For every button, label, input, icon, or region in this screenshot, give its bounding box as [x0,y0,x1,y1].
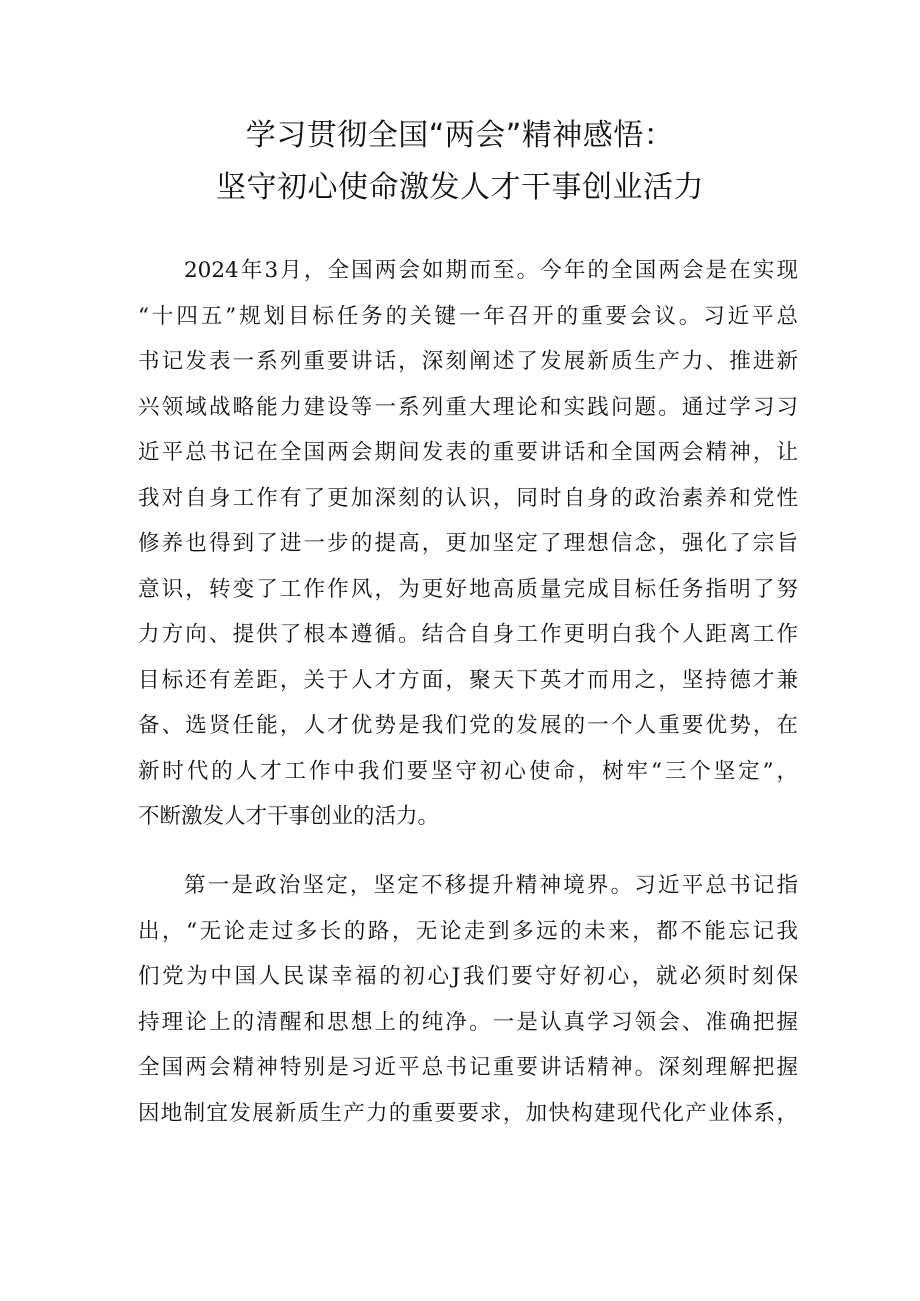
document-title-line-1: 学习贯彻全国“两会”精神感悟： [245,118,675,153]
paragraph-line: 新时代的人才工作中我们要坚守初心使命，树牢“三个坚定”， [138,758,798,784]
paragraph-line: 第一是政治坚定，坚定不移提升精神境界。习近平总书记指 [184,873,798,898]
paragraph-line: 修养也得到了进一步的提高，更加坚定了理想信念，强化了宗旨 [138,531,798,556]
paragraph-line: 们党为中国人民谋幸福的初心J我们要守好初心，就必须时刻保 [138,964,798,989]
paragraph-line: 意识，转变了工作作风，为更好地高质量完成目标任务指明了努 [138,576,798,602]
paragraph-1 [138,248,798,840]
paragraph-line: 兴领域战略能力建设等一系列重大理论和实践问题。通过学习习 [138,394,798,420]
paragraph-line: 目标还有差距，关于人才方面，聚天下英才而用之，坚持德才兼 [138,667,798,693]
paragraph-line: 出，“无论走过多长的路，无论走到多远的未来，都不能忘记我 [138,918,798,944]
paragraph-line: 我对自身工作有了更加深刻的认识，同时自身的政治素养和党性 [138,485,798,511]
paragraph-line: 近平总书记在全国两会期间发表的重要讲话和全国两会精神，让 [138,440,798,465]
paragraph-2 [138,863,798,1136]
paragraph-line: 不断激发人才干事创业的活力。 [138,804,440,829]
paragraph-line: 持理论上的清醒和思想上的纯净。一是认真学习领会、准确把握 [138,1009,798,1035]
document-title-line-2: 坚守初心使命激发人才干事创业活力 [216,170,704,205]
paragraph-line: “十四五”规划目标任务的关键一年召开的重要会议。习近平总 [138,303,798,329]
paragraph-line: 备、选贤任能，人才优势是我们党的发展的一个人重要优势，在 [138,713,798,738]
paragraph-line: 力方向、提供了根本遵循。结合自身工作更明白我个人距离工作 [138,622,798,647]
paragraph-line: 书记发表一系列重要讲话，深刻阐述了发展新质生产力、推进新 [138,349,798,374]
paragraph-line: 2024年3月，全国两会如期而至。今年的全国两会是在实现 [184,258,798,283]
paragraph-line: 因地制宜发展新质生产力的重要要求，加快构建现代化产业体系， [138,1100,798,1126]
paragraph-line: 全国两会精神特别是习近平总书记重要讲话精神。深刻理解把握 [138,1055,798,1080]
